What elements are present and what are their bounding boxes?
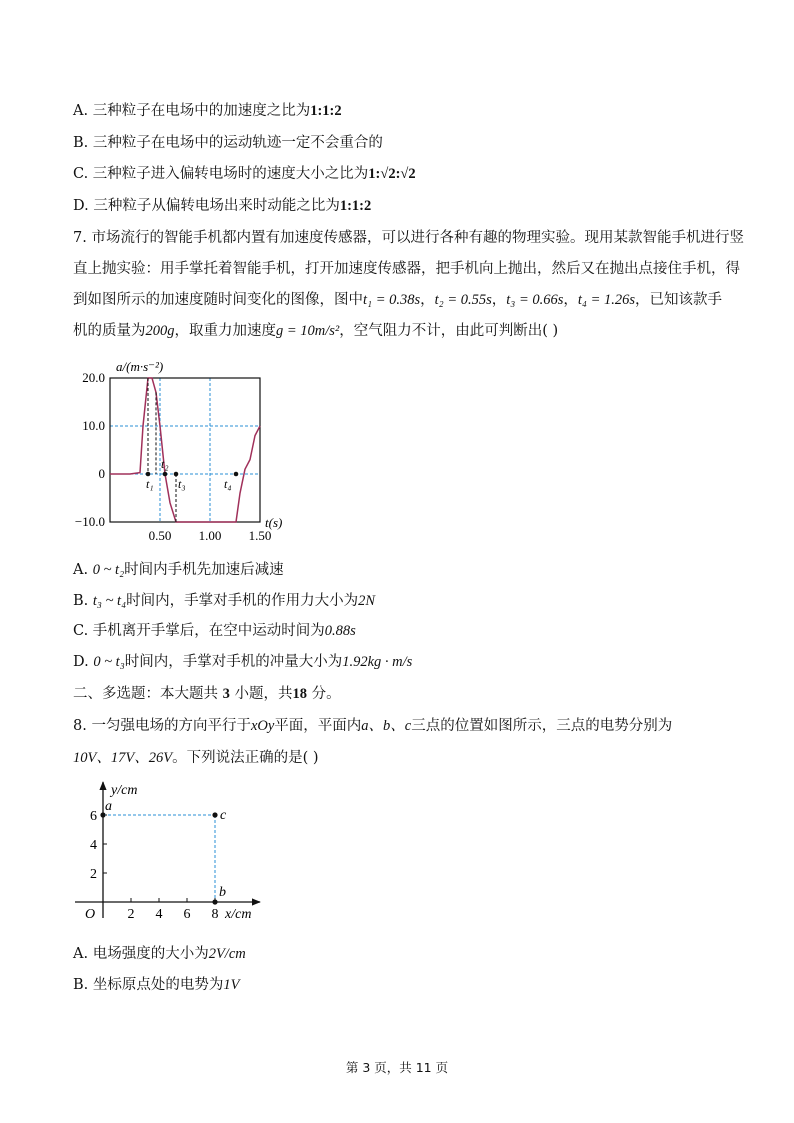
t-marker-dot (163, 472, 168, 477)
q8-stem-line1: 8. 一匀强电场的方向平行于xOy平面，平面内a、b、c三点的位置如图所示，三点的电势分别为 (73, 718, 673, 734)
y-tick-label: 6 (90, 809, 97, 824)
y-tick-label: 20.0 (82, 370, 105, 385)
x-tick-label: 6 (183, 907, 191, 922)
point-label-b: b (219, 885, 226, 900)
q6-option-b: B. 三种粒子在电场中的运动轨迹一定不会重合的 (73, 135, 383, 151)
acceleration-time-chart (70, 352, 290, 550)
acceleration-curve (110, 378, 260, 522)
q7-option-a: A. 0 ~ t₂时间内手机先加速后减速 (73, 562, 284, 578)
chart-frame (110, 378, 260, 522)
section-heading-multiple-choice: 二、多选题：本大题共 3 小题，共18 分。 (73, 686, 341, 702)
q7-option-b: B. t₃ ~ t₄时间内，手掌对手机的作用力大小为2N (73, 593, 376, 609)
x-tick-label: 8 (211, 907, 219, 922)
y-tick-label: 4 (90, 838, 97, 853)
t-marker-dot (174, 472, 179, 477)
y-tick-label: −10.0 (74, 514, 105, 529)
coordinate-points-figure (70, 778, 270, 928)
t-marker-dot (146, 472, 151, 477)
t-marker-label: t₂ (161, 457, 169, 471)
point-label-a: a (105, 799, 112, 814)
y-tick-label: 2 (90, 867, 97, 882)
q7-option-c: C. 手机离开手掌后，在空中运动时间为0.88s (73, 623, 356, 639)
x-tick-label: 4 (155, 907, 163, 922)
chart-ylabel: a/(m·s⁻²) (116, 359, 164, 374)
q6-option-c: C. 三种粒子进入偏转电场时的速度大小之比为1:√2:√2 (73, 166, 416, 182)
y-tick-label: 0 (98, 466, 105, 481)
point-c (212, 812, 217, 817)
point-b (212, 899, 217, 904)
x-tick-label: 2 (127, 907, 135, 922)
origin-label: O (85, 907, 96, 922)
q7-stem-line3: 到如图所示的加速度随时间变化的图像，图中t₁ = 0.38s，t₂ = 0.55s，t₃ = 0.66s，t₄ = 1.26s，已知该款手 (73, 292, 722, 308)
q7-stem-line1: 7. 市场流行的智能手机都内置有加速度传感器，可以进行各种有趣的物理实验。现用某款智能手机进行竖 (73, 230, 744, 246)
y-axis-label: y/cm (111, 783, 138, 798)
q7-stem-line2: 直上抛实验：用手掌托着智能手机，打开加速度传感器，把手机向上抛出，然后又在抛出点接住手机，得 (73, 261, 740, 277)
point-label-c: c (220, 808, 227, 823)
q7-option-d: D. 0 ~ t₃时间内，手掌对手机的冲量大小为1.92kg · m/s (73, 654, 413, 670)
q6-option-d: D. 三种粒子从偏转电场出来时动能之比为1:1:2 (73, 198, 372, 214)
t-marker-label: t₄ (224, 477, 232, 491)
q6-option-a: A. 三种粒子在电场中的加速度之比为1:1:2 (73, 103, 342, 119)
x-tick-label: 1.00 (198, 528, 222, 543)
y-tick-label: 10.0 (82, 418, 105, 433)
q8-option-b: B. 坐标原点处的电势为1V (73, 977, 240, 993)
q7-stem-line4: 机的质量为200g，取重力加速度g = 10m/s²，空气阻力不计，由此可判断出( ) (73, 323, 559, 339)
x-tick-label: 1.50 (248, 528, 272, 543)
t-marker-dot (234, 472, 239, 477)
x-axis-label: x/cm (225, 907, 252, 922)
q8-stem-line2: 10V、17V、26V。下列说法正确的是( ) (73, 750, 319, 766)
page-footer: 第 3 页，共 11 页 (345, 1060, 449, 1075)
q8-option-a: A. 电场强度的大小为2V/cm (73, 946, 246, 962)
t-marker-label: t₁ (146, 477, 154, 491)
x-tick-label: 0.50 (148, 528, 172, 543)
t-marker-label: t₃ (178, 477, 186, 491)
chart-xlabel: t(s) (265, 515, 283, 530)
